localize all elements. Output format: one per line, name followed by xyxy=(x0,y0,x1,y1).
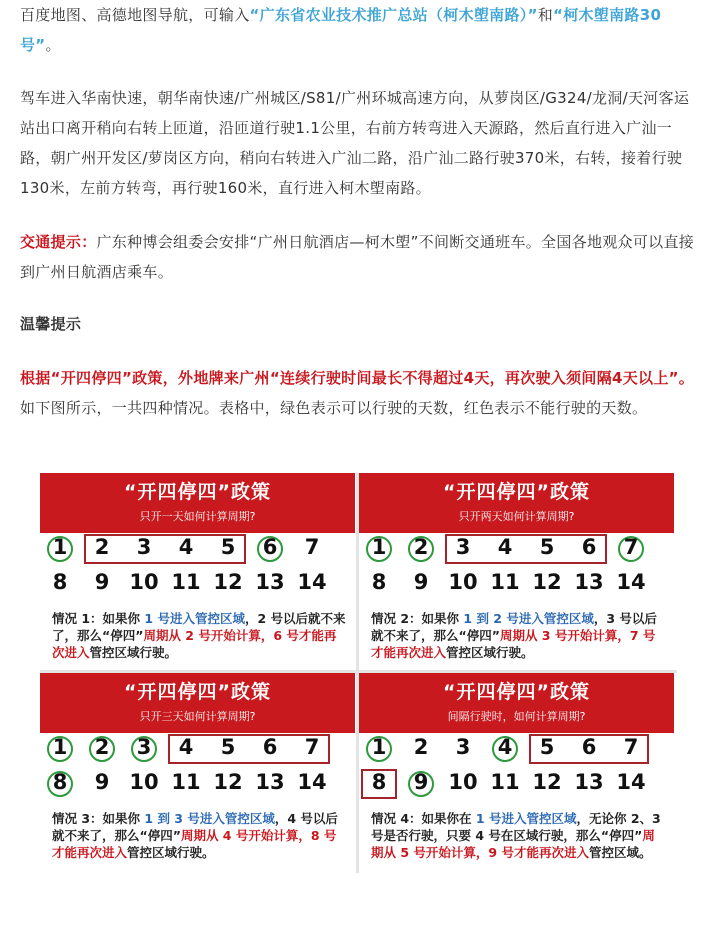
day-number: 9 xyxy=(413,770,429,794)
panel-banner xyxy=(40,473,355,533)
destination-link-1[interactable]: “广东省农业技术推广总站（柯木塱南路）” xyxy=(249,6,538,24)
panel-title: “开四停四”政策 xyxy=(443,481,590,503)
day-number: 5 xyxy=(220,535,236,559)
day-number: 2 xyxy=(94,735,110,759)
day-number: 2 xyxy=(413,735,429,759)
day-number: 14 xyxy=(616,770,646,794)
day-number: 4 xyxy=(178,535,194,559)
day-number: 9 xyxy=(94,570,110,594)
panel-subtitle: 只开一天如何计算周期? xyxy=(139,510,256,523)
day-number: 14 xyxy=(297,770,327,794)
day-number: 10 xyxy=(448,770,478,794)
day-number: 4 xyxy=(178,735,194,759)
day-number: 11 xyxy=(490,770,520,794)
day-number: 12 xyxy=(213,770,243,794)
day-number: 12 xyxy=(532,570,562,594)
description-segment: ，3 号以后就不来了，那么“停四” xyxy=(371,611,657,643)
panel-banner xyxy=(40,673,355,733)
policy-panel-3 xyxy=(40,673,355,868)
day-number: 3 xyxy=(136,535,152,559)
description-segment: ，2 号以后就不来了，那么“停四” xyxy=(52,611,346,643)
description-segment: 管控区域行驶。 xyxy=(89,645,178,660)
description-segment: 1 号进入管控区域 xyxy=(475,811,577,826)
driving-directions: 驾车进入华南快速，朝华南快速/广州城区/S81/广州环城高速方向，从萝岗区/G324/龙洞/天河客运站出口离开稍向右转上匝道，沿匝道行驶1.1公里，右前方转弯进入天源路，然后直行进入广汕一路，朝广州开发区/萝岗区方向，稍向右转进入广汕二路，沿广汕二路行驶370米，右转，接着行驶130米，左前方转弯，再行驶160米，直行进入柯木塱南路。 xyxy=(20,89,690,197)
day-number: 3 xyxy=(136,735,152,759)
day-number: 2 xyxy=(94,535,110,559)
day-number: 13 xyxy=(255,570,285,594)
day-number: 5 xyxy=(539,735,555,759)
panel-description xyxy=(371,610,667,661)
day-number: 5 xyxy=(220,735,236,759)
description-segment: ，4 号以后就不来了，那么“停四” xyxy=(52,811,338,843)
day-number: 3 xyxy=(455,735,471,759)
panel-title: “开四停四”政策 xyxy=(124,481,271,503)
description-segment: 1 到 3 号进入管控区域 xyxy=(144,811,275,826)
panel-title: “开四停四”政策 xyxy=(443,681,590,703)
policy-infographic xyxy=(40,473,677,873)
policy-panel-1 xyxy=(40,473,355,668)
policy-panel-2 xyxy=(359,473,674,668)
day-number: 4 xyxy=(497,735,513,759)
day-number: 13 xyxy=(255,770,285,794)
day-number: 3 xyxy=(455,535,471,559)
panel-subtitle: 只开两天如何计算周期? xyxy=(458,510,575,523)
traffic-tip-label: 交通提示： xyxy=(20,233,97,251)
description-segment: 情况 2：如果你 xyxy=(371,611,464,626)
day-number: 12 xyxy=(532,770,562,794)
panel-banner xyxy=(359,473,674,533)
intro-suffix: 。 xyxy=(45,36,61,54)
description-segment: 周期从 3 号开始计算，7 号才能再次进入 xyxy=(371,628,656,660)
day-number: 9 xyxy=(94,770,110,794)
day-number: 8 xyxy=(52,570,68,594)
intro-conj: 和 xyxy=(537,6,554,24)
day-number: 10 xyxy=(448,570,478,594)
day-number: 14 xyxy=(616,570,646,594)
day-number: 1 xyxy=(371,735,387,759)
day-number: 11 xyxy=(171,770,201,794)
day-number: 10 xyxy=(129,570,159,594)
day-number: 10 xyxy=(129,770,159,794)
description-segment: 管控区域。 xyxy=(588,845,652,860)
policy-red-text: 根据“开四停四”政策，外地牌来广州“连续行驶时间最长不得超过4天，再次驶入须间隔4天以上”。 xyxy=(20,369,695,387)
day-number: 2 xyxy=(413,535,429,559)
day-number: 9 xyxy=(413,570,429,594)
description-segment: 情况 1：如果你 xyxy=(52,611,145,626)
panel-description xyxy=(371,810,667,861)
panel-description xyxy=(52,610,348,661)
intro-paragraph xyxy=(20,0,700,60)
day-number: 14 xyxy=(297,570,327,594)
day-number: 7 xyxy=(623,535,639,559)
traffic-tip xyxy=(20,227,700,287)
intro-prefix: 百度地图、高德地图导航，可输入 xyxy=(20,6,250,24)
policy-paragraph xyxy=(20,363,700,423)
day-number: 7 xyxy=(304,735,320,759)
policy-text: 如下图所示，一共四种情况。表格中，绿色表示可以行驶的天数，红色表示不能行驶的天数。 xyxy=(20,399,648,417)
day-number: 13 xyxy=(574,570,604,594)
description-segment: 1 号进入管控区域 xyxy=(144,611,245,626)
description-segment: 1 到 2 号进入管控区域 xyxy=(463,611,594,626)
day-number: 11 xyxy=(490,570,520,594)
description-segment: ，无论你 2、3 号是否行驶，只要 4 号在区域行驶，那么“停四” xyxy=(371,811,661,843)
day-number: 1 xyxy=(52,735,68,759)
description-segment: 周期从 4 号开始计算，8 号才能再次进入 xyxy=(52,828,337,860)
panel-title: “开四停四”政策 xyxy=(124,681,271,703)
day-number: 8 xyxy=(52,770,68,794)
day-number: 11 xyxy=(171,570,201,594)
description-segment: 周期从 2 号开始计算，6 号才能再次进入 xyxy=(52,628,337,660)
day-number: 13 xyxy=(574,770,604,794)
description-segment: 情况 3：如果你 xyxy=(52,811,145,826)
day-number: 12 xyxy=(213,570,243,594)
day-number: 6 xyxy=(581,735,597,759)
description-segment: 周期从 5 号开始计算，9 号才能再次进入 xyxy=(371,828,655,860)
day-number: 7 xyxy=(304,535,320,559)
tips-heading: 温馨提示 xyxy=(20,315,82,333)
day-number: 8 xyxy=(371,770,387,794)
description-segment: 管控区域行驶。 xyxy=(127,845,215,860)
day-number: 6 xyxy=(262,535,278,559)
panel-banner xyxy=(359,673,674,733)
panel-description xyxy=(52,810,348,861)
policy-panel-4 xyxy=(359,673,674,868)
description-segment: 管控区域行驶。 xyxy=(446,645,534,660)
day-number: 7 xyxy=(623,735,639,759)
destination-link-2[interactable]: “柯木塱南路30号” xyxy=(20,6,662,54)
day-number: 1 xyxy=(371,535,387,559)
day-number: 4 xyxy=(497,535,513,559)
day-number: 5 xyxy=(539,535,555,559)
day-number: 1 xyxy=(52,535,68,559)
day-number: 6 xyxy=(581,535,597,559)
panel-subtitle: 间隔行驶时，如何计算周期? xyxy=(447,710,586,723)
day-number: 6 xyxy=(262,735,278,759)
traffic-tip-text: 广东种博会组委会安排“广州日航酒店—柯木塱”不间断交通班车。全国各地观众可以直接到广州日航酒店乘车。 xyxy=(20,233,695,281)
panel-subtitle: 只开三天如何计算周期? xyxy=(139,710,256,723)
day-number: 8 xyxy=(371,570,387,594)
description-segment: 情况 4：如果你在 xyxy=(371,811,476,826)
